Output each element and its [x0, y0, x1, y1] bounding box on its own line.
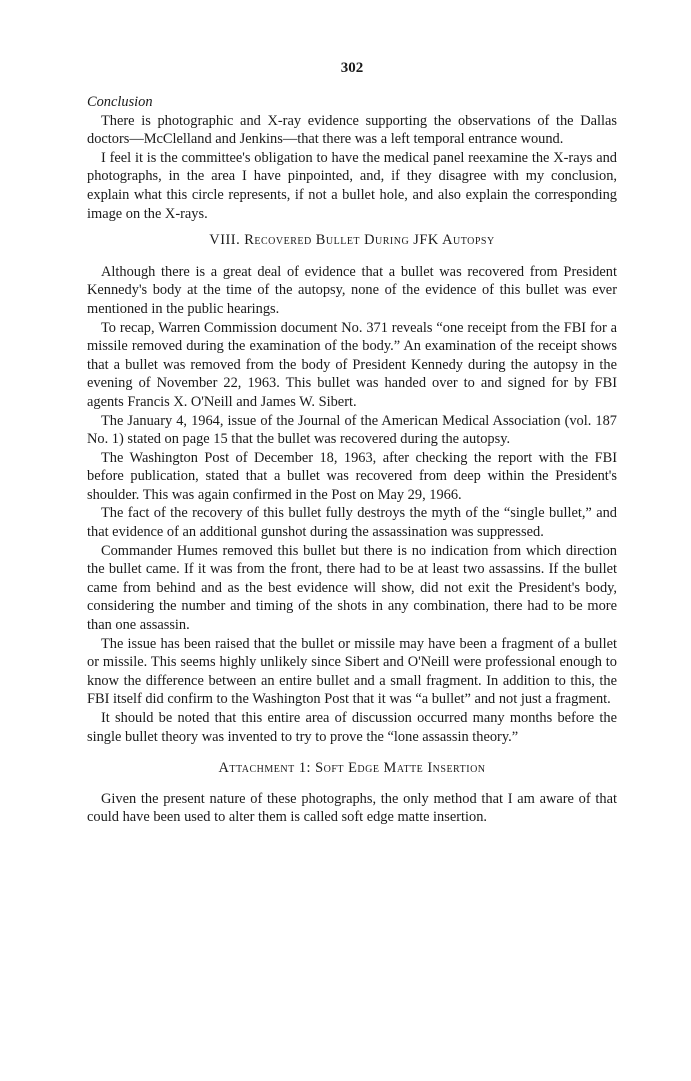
document-page	[87, 60, 617, 827]
paragraph: I feel it is the committee's obligation to have the medical panel reexamine the X-rays and photographs, in the area I have pinpointed, and, if they disagree with my conclusion, explain what this circle represents, if not a bullet hole, and also explain the corresponding image on the X-rays.	[87, 149, 617, 222]
paragraph: The fact of the recovery of this bullet fully destroys the myth of the “single bullet,” and that evidence of an additional gunshot during the assassination was suppressed.	[87, 505, 617, 541]
page-number: 302	[340, 60, 364, 76]
paragraph: The Washington Post of December 18, 1963, after checking the report with the FBI before publication, stated that a bullet was recovered from deep within the President's shoulder. This was again confirmed in the Post on May 29, 1966.	[87, 449, 617, 503]
attachment-1-section	[87, 759, 617, 827]
conclusion-heading: Conclusion	[87, 94, 153, 110]
paragraph: Commander Humes removed this bullet but there is no indication from which direction the bullet came. If it was from the front, there had to be at least two assassins. If the bullet came from behind and as the best evidence will show, did not exit the President's body, considering the number and timing of the shots in any combination, there had to be more than one assassin.	[87, 542, 617, 634]
paragraph: The January 4, 1964, issue of the Journal of the American Medical Association (vol. 187 No. 1) stated on page 15 that the bullet was recovered during the autopsy.	[87, 412, 617, 448]
paragraph: There is photographic and X-ray evidence supporting the observations of the Dallas doctors—McClelland and Jenkins—that there was a left temporal entrance wound.	[87, 112, 617, 148]
section-heading: VIII. Recovered Bullet During JFK Autopsy	[209, 232, 495, 249]
section-viii	[87, 231, 617, 746]
conclusion-section	[87, 93, 617, 223]
paragraph: It should be noted that this entire area of discussion occurred many months before the single bullet theory was invented to try to prove the “lone assassin theory.”	[87, 710, 617, 745]
paragraph: Given the present nature of these photographs, the only method that I am aware of that could have been used to alter them is called soft edge matte insertion.	[87, 790, 617, 826]
paragraph: The issue has been raised that the bullet or missile may have been a fragment of a bullet or missile. This seems highly unlikely since Sibert and O'Neill were professional enough to know the difference between an entire bullet and a small fragment. In addition to this, the FBI itself did confirm to the Washington Post that it was “a bullet” and not just a fragment.	[87, 635, 617, 708]
attachment-heading: Attachment 1: Soft Edge Matte Insertion	[218, 760, 486, 777]
paragraph: Although there is a great deal of evidence that a bullet was recovered from President Kennedy's body at the time of the autopsy, none of the evidence of this bullet was ever mentioned in the public hearings.	[87, 263, 617, 317]
paragraph: To recap, Warren Commission document No. 371 reveals “one receipt from the FBI for a missile removed during the examination of the body.” An examination of the receipt shows that a bullet was removed from the body of President Kennedy during the autopsy in the evening of November 22, 1963. This bullet was handed over to and signed for by FBI agents Francis X. O'Neill and James W. Sibert.	[87, 319, 617, 410]
